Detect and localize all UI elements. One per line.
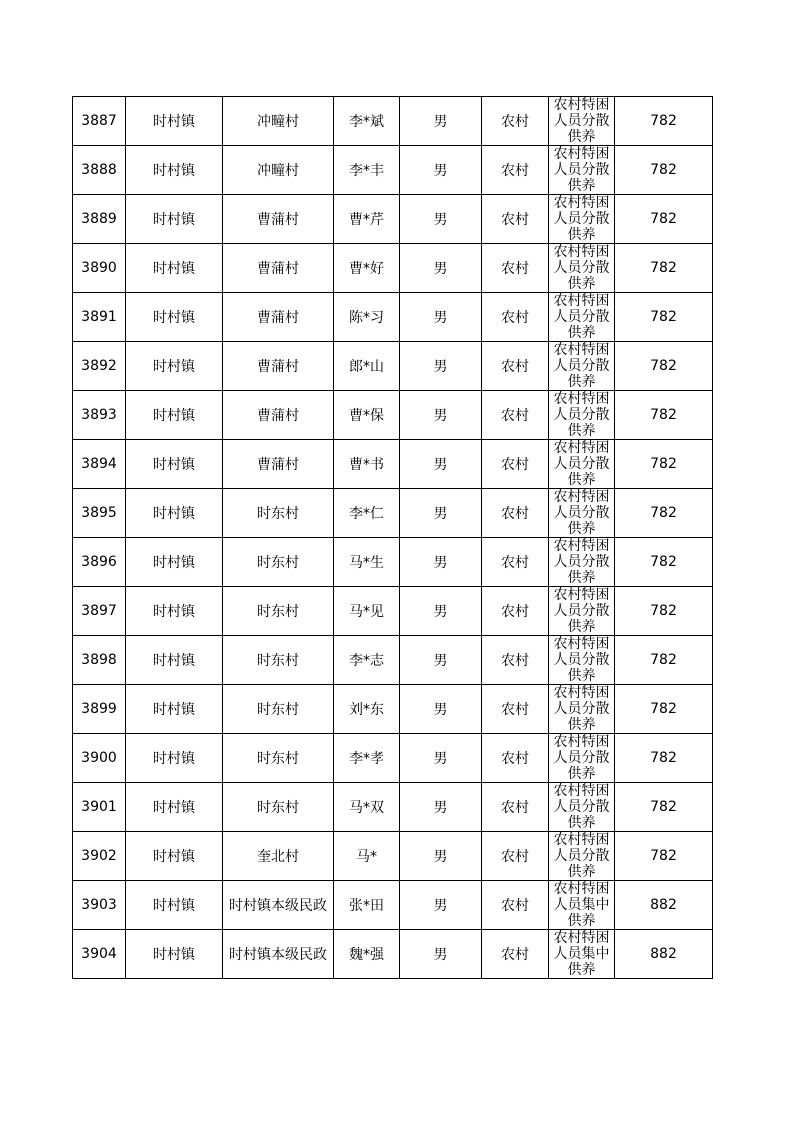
gender-cell: 男: [400, 146, 482, 195]
support-type-text: 农村特困人员分散供养: [553, 832, 610, 880]
row-id-cell: 3891: [73, 293, 126, 342]
support-type-text: 农村特困人员分散供养: [553, 97, 610, 145]
support-type-cell: [549, 636, 615, 685]
support-type-cell: [549, 734, 615, 783]
table-row: [73, 832, 713, 881]
table-row: [73, 195, 713, 244]
support-type-cell: [549, 783, 615, 832]
household-cell: 农村: [482, 293, 549, 342]
amount-cell: 882: [615, 881, 713, 930]
name-cell: 曹*芹: [334, 195, 400, 244]
village-cell: 时村镇本级民政: [223, 881, 334, 930]
name-cell: 马*: [334, 832, 400, 881]
village-cell: 曹蒲村: [223, 391, 334, 440]
village-cell: 冲疃村: [223, 97, 334, 146]
support-type-cell: [549, 930, 615, 979]
amount-cell: 782: [615, 391, 713, 440]
name-cell: 张*田: [334, 881, 400, 930]
support-type-text: 农村特困人员集中供养: [553, 930, 610, 978]
amount-cell: 782: [615, 195, 713, 244]
amount-cell: 782: [615, 538, 713, 587]
name-cell: 曹*好: [334, 244, 400, 293]
gender-cell: 男: [400, 734, 482, 783]
gender-cell: 男: [400, 489, 482, 538]
household-cell: 农村: [482, 146, 549, 195]
row-id-cell: 3900: [73, 734, 126, 783]
support-type-text: 农村特困人员分散供养: [553, 244, 610, 292]
row-id-cell: 3895: [73, 489, 126, 538]
name-cell: 李*仁: [334, 489, 400, 538]
table-row: [73, 930, 713, 979]
table-row: [73, 244, 713, 293]
village-cell: 时东村: [223, 489, 334, 538]
gender-cell: 男: [400, 783, 482, 832]
gender-cell: 男: [400, 685, 482, 734]
household-cell: 农村: [482, 832, 549, 881]
gender-cell: 男: [400, 587, 482, 636]
amount-cell: 782: [615, 587, 713, 636]
row-id-cell: 3904: [73, 930, 126, 979]
amount-cell: 782: [615, 832, 713, 881]
table-row: [73, 881, 713, 930]
roster-table: [72, 96, 713, 979]
village-cell: 时村镇本级民政: [223, 930, 334, 979]
amount-cell: 782: [615, 244, 713, 293]
support-type-cell: [549, 440, 615, 489]
support-type-text: 农村特困人员分散供养: [553, 391, 610, 439]
household-cell: 农村: [482, 342, 549, 391]
support-type-cell: [549, 685, 615, 734]
town-cell: 时村镇: [126, 783, 223, 832]
name-cell: 曹*保: [334, 391, 400, 440]
support-type-cell: [549, 489, 615, 538]
household-cell: 农村: [482, 244, 549, 293]
town-cell: 时村镇: [126, 587, 223, 636]
row-id-cell: 3888: [73, 146, 126, 195]
town-cell: 时村镇: [126, 881, 223, 930]
village-cell: 曹蒲村: [223, 293, 334, 342]
table-row: [73, 538, 713, 587]
town-cell: 时村镇: [126, 97, 223, 146]
town-cell: 时村镇: [126, 293, 223, 342]
row-id-cell: 3902: [73, 832, 126, 881]
support-type-cell: [549, 293, 615, 342]
support-type-text: 农村特困人员分散供养: [553, 195, 610, 243]
amount-cell: 782: [615, 734, 713, 783]
table-row: [73, 489, 713, 538]
gender-cell: 男: [400, 97, 482, 146]
household-cell: 农村: [482, 636, 549, 685]
amount-cell: 782: [615, 293, 713, 342]
table-row: [73, 342, 713, 391]
village-cell: 时东村: [223, 587, 334, 636]
name-cell: 刘*东: [334, 685, 400, 734]
village-cell: 曹蒲村: [223, 440, 334, 489]
support-type-cell: [549, 97, 615, 146]
village-cell: 时东村: [223, 685, 334, 734]
support-type-cell: [549, 244, 615, 293]
village-cell: 时东村: [223, 783, 334, 832]
gender-cell: 男: [400, 832, 482, 881]
support-type-text: 农村特困人员分散供养: [553, 489, 610, 537]
row-id-cell: 3903: [73, 881, 126, 930]
row-id-cell: 3887: [73, 97, 126, 146]
row-id-cell: 3898: [73, 636, 126, 685]
name-cell: 马*生: [334, 538, 400, 587]
village-cell: 曹蒲村: [223, 195, 334, 244]
row-id-cell: 3894: [73, 440, 126, 489]
village-cell: 奎北村: [223, 832, 334, 881]
town-cell: 时村镇: [126, 391, 223, 440]
row-id-cell: 3890: [73, 244, 126, 293]
table-row: [73, 734, 713, 783]
table-row: [73, 146, 713, 195]
gender-cell: 男: [400, 391, 482, 440]
town-cell: 时村镇: [126, 930, 223, 979]
name-cell: 李*丰: [334, 146, 400, 195]
household-cell: 农村: [482, 881, 549, 930]
support-type-text: 农村特困人员集中供养: [553, 881, 610, 929]
town-cell: 时村镇: [126, 685, 223, 734]
name-cell: 曹*书: [334, 440, 400, 489]
village-cell: 时东村: [223, 538, 334, 587]
name-cell: 郎*山: [334, 342, 400, 391]
row-id-cell: 3893: [73, 391, 126, 440]
row-id-cell: 3896: [73, 538, 126, 587]
household-cell: 农村: [482, 97, 549, 146]
support-type-text: 农村特困人员分散供养: [553, 538, 610, 586]
gender-cell: 男: [400, 538, 482, 587]
village-cell: 曹蒲村: [223, 342, 334, 391]
support-type-cell: [549, 881, 615, 930]
table-row: [73, 440, 713, 489]
household-cell: 农村: [482, 783, 549, 832]
table-row: [73, 636, 713, 685]
support-type-cell: [549, 195, 615, 244]
town-cell: 时村镇: [126, 146, 223, 195]
name-cell: 李*孝: [334, 734, 400, 783]
support-type-text: 农村特困人员分散供养: [553, 587, 610, 635]
amount-cell: 782: [615, 146, 713, 195]
support-type-text: 农村特困人员分散供养: [553, 342, 610, 390]
table-row: [73, 391, 713, 440]
household-cell: 农村: [482, 587, 549, 636]
amount-cell: 782: [615, 440, 713, 489]
row-id-cell: 3901: [73, 783, 126, 832]
gender-cell: 男: [400, 440, 482, 489]
gender-cell: 男: [400, 342, 482, 391]
support-type-text: 农村特困人员分散供养: [553, 440, 610, 488]
table-row: [73, 685, 713, 734]
village-cell: 时东村: [223, 636, 334, 685]
household-cell: 农村: [482, 930, 549, 979]
amount-cell: 782: [615, 636, 713, 685]
household-cell: 农村: [482, 734, 549, 783]
village-cell: 时东村: [223, 734, 334, 783]
gender-cell: 男: [400, 881, 482, 930]
table-body: [73, 97, 713, 979]
gender-cell: 男: [400, 244, 482, 293]
town-cell: 时村镇: [126, 636, 223, 685]
amount-cell: 782: [615, 489, 713, 538]
amount-cell: 782: [615, 783, 713, 832]
table-row: [73, 97, 713, 146]
support-type-text: 农村特困人员分散供养: [553, 685, 610, 733]
town-cell: 时村镇: [126, 832, 223, 881]
name-cell: 马*见: [334, 587, 400, 636]
gender-cell: 男: [400, 293, 482, 342]
gender-cell: 男: [400, 636, 482, 685]
village-cell: 冲疃村: [223, 146, 334, 195]
town-cell: 时村镇: [126, 734, 223, 783]
town-cell: 时村镇: [126, 342, 223, 391]
household-cell: 农村: [482, 685, 549, 734]
table-row: [73, 587, 713, 636]
support-type-cell: [549, 146, 615, 195]
amount-cell: 782: [615, 685, 713, 734]
town-cell: 时村镇: [126, 195, 223, 244]
village-cell: 曹蒲村: [223, 244, 334, 293]
town-cell: 时村镇: [126, 538, 223, 587]
support-type-cell: [549, 342, 615, 391]
support-type-text: 农村特困人员分散供养: [553, 783, 610, 831]
household-cell: 农村: [482, 489, 549, 538]
name-cell: 李*斌: [334, 97, 400, 146]
row-id-cell: 3892: [73, 342, 126, 391]
support-type-text: 农村特困人员分散供养: [553, 293, 610, 341]
support-type-cell: [549, 538, 615, 587]
support-type-text: 农村特困人员分散供养: [553, 146, 610, 194]
name-cell: 陈*习: [334, 293, 400, 342]
amount-cell: 782: [615, 97, 713, 146]
gender-cell: 男: [400, 930, 482, 979]
name-cell: 李*志: [334, 636, 400, 685]
name-cell: 魏*强: [334, 930, 400, 979]
support-type-cell: [549, 391, 615, 440]
support-type-text: 农村特困人员分散供养: [553, 636, 610, 684]
gender-cell: 男: [400, 195, 482, 244]
household-cell: 农村: [482, 440, 549, 489]
table-row: [73, 293, 713, 342]
household-cell: 农村: [482, 391, 549, 440]
household-cell: 农村: [482, 538, 549, 587]
row-id-cell: 3889: [73, 195, 126, 244]
town-cell: 时村镇: [126, 244, 223, 293]
support-type-cell: [549, 832, 615, 881]
amount-cell: 782: [615, 342, 713, 391]
town-cell: 时村镇: [126, 489, 223, 538]
town-cell: 时村镇: [126, 440, 223, 489]
support-type-cell: [549, 587, 615, 636]
household-cell: 农村: [482, 195, 549, 244]
table-row: [73, 783, 713, 832]
support-type-text: 农村特困人员分散供养: [553, 734, 610, 782]
row-id-cell: 3897: [73, 587, 126, 636]
name-cell: 马*双: [334, 783, 400, 832]
amount-cell: 882: [615, 930, 713, 979]
row-id-cell: 3899: [73, 685, 126, 734]
